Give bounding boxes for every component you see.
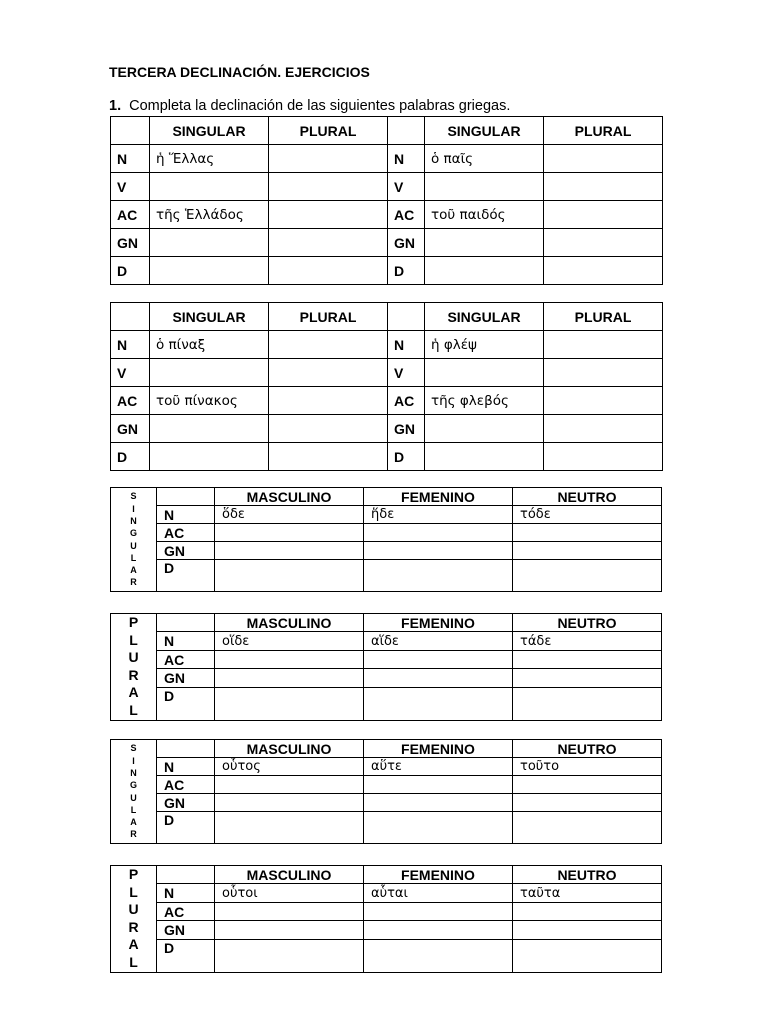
case-label: N bbox=[388, 145, 425, 173]
table-row bbox=[111, 387, 663, 415]
answer-cell[interactable] bbox=[364, 776, 513, 794]
header-neutro: NEUTRO bbox=[513, 740, 662, 758]
answer-cell[interactable] bbox=[364, 812, 513, 844]
answer-cell[interactable]: ταῦτα bbox=[513, 884, 662, 902]
answer-cell[interactable] bbox=[215, 650, 364, 668]
answer-cell[interactable] bbox=[544, 331, 663, 359]
answer-cell[interactable] bbox=[150, 257, 269, 285]
answer-cell[interactable] bbox=[513, 902, 662, 920]
table-row bbox=[111, 506, 662, 524]
table-row bbox=[111, 331, 663, 359]
table-row bbox=[111, 145, 663, 173]
case-label: AC bbox=[157, 776, 215, 794]
answer-cell[interactable] bbox=[215, 776, 364, 794]
answer-cell[interactable] bbox=[364, 560, 513, 592]
table-row bbox=[111, 687, 662, 720]
case-label: AC bbox=[157, 524, 215, 542]
answer-cell[interactable] bbox=[364, 650, 513, 668]
answer-cell[interactable]: τοῦ πίνακος bbox=[150, 387, 269, 415]
answer-cell[interactable] bbox=[544, 443, 663, 471]
table-row bbox=[111, 632, 662, 650]
pronoun-table-1 bbox=[110, 487, 662, 592]
answer-cell[interactable] bbox=[215, 524, 364, 542]
header-plural: PLURAL bbox=[269, 117, 388, 145]
answer-cell[interactable] bbox=[215, 921, 364, 939]
answer-cell[interactable] bbox=[269, 415, 388, 443]
corner-cell bbox=[157, 488, 215, 506]
answer-cell[interactable] bbox=[364, 687, 513, 720]
case-label: V bbox=[111, 359, 150, 387]
case-label: D bbox=[157, 687, 215, 720]
header-plural: PLURAL bbox=[544, 303, 663, 331]
case-label: V bbox=[388, 359, 425, 387]
pronoun-table-2 bbox=[110, 613, 662, 721]
case-label: GN bbox=[157, 921, 215, 939]
table-row bbox=[111, 794, 662, 812]
answer-cell[interactable] bbox=[150, 415, 269, 443]
answer-cell[interactable] bbox=[215, 560, 364, 592]
side-label-singular: S I N G U L A R bbox=[111, 488, 157, 592]
case-label: AC bbox=[111, 201, 150, 229]
table-row bbox=[111, 542, 662, 560]
answer-cell[interactable] bbox=[513, 524, 662, 542]
table-row bbox=[111, 669, 662, 687]
answer-cell[interactable] bbox=[269, 145, 388, 173]
corner-cell bbox=[157, 614, 215, 632]
table-row bbox=[111, 939, 662, 972]
answer-cell[interactable] bbox=[425, 173, 544, 201]
case-label: AC bbox=[388, 201, 425, 229]
table-row bbox=[111, 201, 663, 229]
answer-cell[interactable]: αὗται bbox=[364, 884, 513, 902]
answer-cell[interactable] bbox=[269, 331, 388, 359]
answer-cell[interactable]: τῆς Ἑλλάδος bbox=[150, 201, 269, 229]
case-label: GN bbox=[388, 415, 425, 443]
header-plural: PLURAL bbox=[544, 117, 663, 145]
header-neutro: NEUTRO bbox=[513, 488, 662, 506]
answer-cell[interactable] bbox=[513, 794, 662, 812]
answer-cell[interactable] bbox=[425, 415, 544, 443]
answer-cell[interactable] bbox=[215, 939, 364, 972]
case-label: GN bbox=[111, 415, 150, 443]
answer-cell[interactable] bbox=[364, 542, 513, 560]
case-label: AC bbox=[388, 387, 425, 415]
table-row bbox=[111, 443, 663, 471]
side-label-singular: S I N G U L A R bbox=[111, 740, 157, 844]
table-row bbox=[111, 173, 663, 201]
case-label: N bbox=[157, 632, 215, 650]
corner-cell bbox=[111, 117, 150, 145]
answer-cell[interactable] bbox=[269, 257, 388, 285]
answer-cell[interactable] bbox=[544, 359, 663, 387]
answer-cell[interactable] bbox=[364, 794, 513, 812]
table-row bbox=[111, 650, 662, 668]
case-label: N bbox=[388, 331, 425, 359]
header-femenino: FEMENINO bbox=[364, 740, 513, 758]
header-masculino: MASCULINO bbox=[215, 740, 364, 758]
header-masculino: MASCULINO bbox=[215, 866, 364, 884]
corner-cell bbox=[157, 740, 215, 758]
case-label: V bbox=[388, 173, 425, 201]
answer-cell[interactable] bbox=[215, 902, 364, 920]
case-label: D bbox=[111, 443, 150, 471]
side-label-plural: P L U R A L bbox=[111, 866, 157, 973]
answer-cell[interactable] bbox=[513, 560, 662, 592]
instruction-text: Completa la declinación de las siguientes palabras griegas. bbox=[129, 98, 511, 114]
case-label: N bbox=[157, 758, 215, 776]
table-row bbox=[111, 902, 662, 920]
answer-cell[interactable]: ἡ Ἕλλας bbox=[150, 145, 269, 173]
case-label: N bbox=[157, 884, 215, 902]
answer-cell[interactable]: τάδε bbox=[513, 632, 662, 650]
case-label: N bbox=[157, 506, 215, 524]
case-label: AC bbox=[111, 387, 150, 415]
header-femenino: FEMENINO bbox=[364, 488, 513, 506]
answer-cell[interactable]: ὁ πίναξ bbox=[150, 331, 269, 359]
table-row bbox=[111, 884, 662, 902]
answer-cell[interactable] bbox=[513, 687, 662, 720]
answer-cell[interactable] bbox=[215, 812, 364, 844]
table-header-row bbox=[111, 740, 662, 758]
answer-cell[interactable] bbox=[513, 542, 662, 560]
answer-cell[interactable] bbox=[215, 687, 364, 720]
header-singular: SINGULAR bbox=[425, 117, 544, 145]
table-header-row bbox=[111, 117, 663, 145]
answer-cell[interactable] bbox=[513, 939, 662, 972]
side-label-plural: P L U R A L bbox=[111, 614, 157, 721]
answer-cell[interactable] bbox=[150, 229, 269, 257]
answer-cell[interactable]: ἡ φλέψ bbox=[425, 331, 544, 359]
pronoun-table-4 bbox=[110, 865, 662, 973]
header-plural: PLURAL bbox=[269, 303, 388, 331]
header-masculino: MASCULINO bbox=[215, 614, 364, 632]
answer-cell[interactable] bbox=[544, 387, 663, 415]
corner-cell bbox=[388, 303, 425, 331]
answer-cell[interactable] bbox=[150, 173, 269, 201]
case-label: GN bbox=[157, 794, 215, 812]
answer-cell[interactable]: ὅδε bbox=[215, 506, 364, 524]
table-row bbox=[111, 560, 662, 592]
answer-cell[interactable] bbox=[513, 812, 662, 844]
declension-table-1 bbox=[110, 116, 663, 285]
answer-cell[interactable] bbox=[215, 794, 364, 812]
answer-cell[interactable]: τόδε bbox=[513, 506, 662, 524]
page-title: TERCERA DECLINACIÓN. EJERCICIOS bbox=[109, 64, 370, 80]
corner-cell bbox=[388, 117, 425, 145]
header-masculino: MASCULINO bbox=[215, 488, 364, 506]
table-header-row bbox=[111, 303, 663, 331]
case-label: D bbox=[388, 257, 425, 285]
case-label: GN bbox=[111, 229, 150, 257]
answer-cell[interactable]: οἵδε bbox=[215, 632, 364, 650]
header-femenino: FEMENINO bbox=[364, 866, 513, 884]
table-row bbox=[111, 257, 663, 285]
case-label: D bbox=[157, 939, 215, 972]
answer-cell[interactable] bbox=[513, 921, 662, 939]
answer-cell[interactable]: οὗτοι bbox=[215, 884, 364, 902]
table-row bbox=[111, 524, 662, 542]
answer-cell[interactable] bbox=[364, 669, 513, 687]
declension-table-2 bbox=[110, 302, 663, 471]
answer-cell[interactable] bbox=[269, 173, 388, 201]
case-label: D bbox=[111, 257, 150, 285]
answer-cell[interactable] bbox=[150, 359, 269, 387]
table-row bbox=[111, 758, 662, 776]
answer-cell[interactable]: οὗτος bbox=[215, 758, 364, 776]
answer-cell[interactable] bbox=[215, 542, 364, 560]
answer-cell[interactable] bbox=[269, 201, 388, 229]
answer-cell[interactable] bbox=[425, 229, 544, 257]
corner-cell bbox=[157, 866, 215, 884]
instruction bbox=[109, 98, 510, 114]
table-header-row bbox=[111, 488, 662, 506]
answer-cell[interactable] bbox=[513, 669, 662, 687]
case-label: V bbox=[111, 173, 150, 201]
answer-cell[interactable] bbox=[150, 443, 269, 471]
answer-cell[interactable] bbox=[425, 359, 544, 387]
answer-cell[interactable] bbox=[513, 776, 662, 794]
answer-cell[interactable] bbox=[544, 201, 663, 229]
answer-cell[interactable] bbox=[513, 650, 662, 668]
answer-cell[interactable] bbox=[364, 902, 513, 920]
answer-cell[interactable]: τῆς φλεβός bbox=[425, 387, 544, 415]
answer-cell[interactable] bbox=[364, 939, 513, 972]
table-row bbox=[111, 229, 663, 257]
header-singular: SINGULAR bbox=[425, 303, 544, 331]
answer-cell[interactable] bbox=[544, 173, 663, 201]
table-row bbox=[111, 359, 663, 387]
table-row bbox=[111, 415, 663, 443]
answer-cell[interactable] bbox=[364, 921, 513, 939]
answer-cell[interactable] bbox=[269, 359, 388, 387]
case-label: GN bbox=[157, 542, 215, 560]
header-singular: SINGULAR bbox=[150, 117, 269, 145]
answer-cell[interactable] bbox=[544, 257, 663, 285]
answer-cell[interactable]: αἵδε bbox=[364, 632, 513, 650]
answer-cell[interactable] bbox=[544, 229, 663, 257]
answer-cell[interactable] bbox=[269, 443, 388, 471]
table-header-row bbox=[111, 614, 662, 632]
table-row bbox=[111, 812, 662, 844]
answer-cell[interactable] bbox=[425, 443, 544, 471]
case-label: D bbox=[157, 812, 215, 844]
header-neutro: NEUTRO bbox=[513, 866, 662, 884]
header-singular: SINGULAR bbox=[150, 303, 269, 331]
header-femenino: FEMENINO bbox=[364, 614, 513, 632]
instruction-number: 1. bbox=[109, 98, 122, 114]
answer-cell[interactable] bbox=[215, 669, 364, 687]
answer-cell[interactable] bbox=[364, 524, 513, 542]
answer-cell[interactable] bbox=[544, 145, 663, 173]
answer-cell[interactable] bbox=[269, 387, 388, 415]
case-label: AC bbox=[157, 902, 215, 920]
answer-cell[interactable] bbox=[425, 257, 544, 285]
pronoun-table-3 bbox=[110, 739, 662, 844]
header-neutro: NEUTRO bbox=[513, 614, 662, 632]
table-row bbox=[111, 776, 662, 794]
case-label: GN bbox=[388, 229, 425, 257]
table-header-row bbox=[111, 866, 662, 884]
answer-cell[interactable] bbox=[269, 229, 388, 257]
answer-cell[interactable]: ὁ παῖς bbox=[425, 145, 544, 173]
answer-cell[interactable]: αὕτε bbox=[364, 758, 513, 776]
case-label: GN bbox=[157, 669, 215, 687]
case-label: D bbox=[157, 560, 215, 592]
corner-cell bbox=[111, 303, 150, 331]
answer-cell[interactable]: ἥδε bbox=[364, 506, 513, 524]
answer-cell[interactable]: τοῦ παιδός bbox=[425, 201, 544, 229]
answer-cell[interactable]: τοῦτο bbox=[513, 758, 662, 776]
answer-cell[interactable] bbox=[544, 415, 663, 443]
case-label: D bbox=[388, 443, 425, 471]
case-label: N bbox=[111, 145, 150, 173]
case-label: N bbox=[111, 331, 150, 359]
case-label: AC bbox=[157, 650, 215, 668]
table-row bbox=[111, 921, 662, 939]
